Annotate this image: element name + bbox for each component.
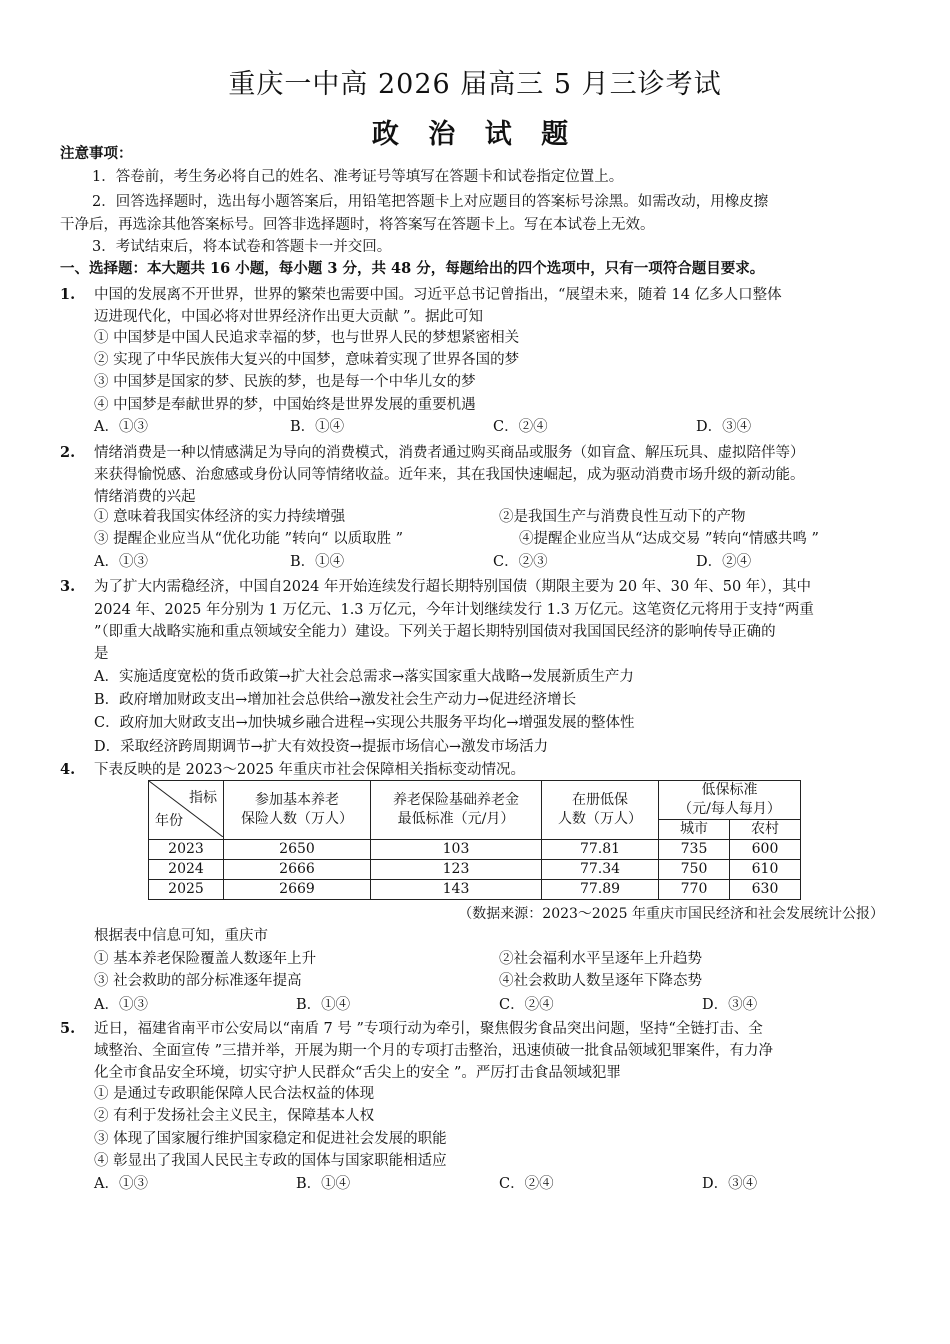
statement-item: ③ 提醒企业应当从“优化功能 ”转向“ 以质取胜 ” — [94, 531, 404, 547]
table-corner-cell — [149, 781, 224, 840]
answer-option-a: A．①③ — [94, 1176, 148, 1192]
exam-subject: 政 治 试 题 — [371, 119, 579, 150]
statement-item: ② 有利于发扬社会主义民主，保障基本人权 — [94, 1108, 375, 1124]
answer-option-d: D．③④ — [696, 419, 752, 435]
table-subheader: 农村 — [730, 820, 801, 840]
table-cell: 103 — [371, 840, 542, 860]
table-cell: 123 — [371, 860, 542, 880]
statement-item: ③ 社会救助的部分标准逐年提高 — [94, 973, 302, 989]
question-stem: ”（即重大战略实施和重点领域安全能力）建设。下列关于超长期特别国债对我国国民经济的影响传导正确的 — [94, 624, 776, 640]
statement-item: ③ 中国梦是国家的梦、民族的梦，也是每一个中华儿女的梦 — [94, 374, 476, 390]
header-line: 在册低保 — [572, 792, 628, 808]
table-header — [542, 781, 659, 840]
answer-option-c: C．政府加大财政支出→加快城乡融合进程→实现公共服务平均化→增强发展的整体性 — [94, 715, 635, 731]
table-row — [149, 840, 801, 860]
answer-option-c: C．②④ — [499, 997, 554, 1013]
answer-option-c: C．②④ — [493, 419, 548, 435]
header-line: （元/每人每月） — [678, 801, 781, 817]
table-header — [659, 781, 801, 820]
header-line: 养老保险基础养老金 — [393, 792, 519, 808]
statement-item: ① 是通过专政职能保障人民合法权益的体现 — [94, 1086, 375, 1102]
header-line: 最低标准（元/月） — [397, 811, 515, 827]
question-number: 1. — [60, 286, 76, 303]
answer-option-d: D．③④ — [702, 1176, 758, 1192]
table-corner-bottom: 年份 — [155, 813, 183, 829]
table-cell: 77.89 — [542, 880, 659, 900]
answer-option-b: B．①④ — [290, 554, 345, 570]
header-line: 人数（万人） — [558, 811, 642, 827]
table-cell: 630 — [730, 880, 801, 900]
header-line: 保险人数（万人） — [241, 811, 353, 827]
table-header — [371, 781, 542, 840]
table-row — [149, 860, 801, 880]
statement-item: ④ 彰显出了我国人民民主专政的国体与国家职能相适应 — [94, 1153, 447, 1169]
answer-option-a: A．①③ — [94, 419, 148, 435]
statement-item: ③ 体现了国家履行维护国家稳定和促进社会发展的职能 — [94, 1131, 447, 1147]
statement-item: ②是我国生产与消费良性互动下的产物 — [499, 509, 746, 525]
question-number: 3. — [60, 578, 76, 595]
table-corner-top: 指标 — [189, 790, 217, 806]
statement-item: ② 实现了中华民族伟大复兴的中国梦，意味着实现了世界各国的梦 — [94, 352, 520, 368]
table-cell: 77.81 — [542, 840, 659, 860]
header-line: 参加基本养老 — [255, 792, 339, 808]
table-cell: 610 — [730, 860, 801, 880]
answer-option-b: B．①④ — [296, 997, 351, 1013]
statement-item: ① 意味着我国实体经济的实力持续增强 — [94, 509, 346, 525]
answer-option-d: D．采取经济跨周期调节→扩大有效投资→提振市场信心→激发市场活力 — [94, 739, 549, 755]
question-stem: 为了扩大内需稳经济，中国自2024 年开始连续发行超长期特别国债（期限主要为 20 年、30 年、50 年），其中 — [94, 579, 812, 595]
answer-option-d: D．③④ — [702, 997, 758, 1013]
answer-option-b: B．政府增加财政支出→增加社会总供给→激发社会生产动力→促进经济增长 — [94, 692, 577, 708]
question-stem: 化全市食品安全环境，切实守护人民群众“舌尖上的安全 ”。严厉打击食品领域犯罪 — [94, 1065, 621, 1081]
question-number: 5. — [60, 1020, 76, 1037]
question-stem: 情绪消费是一种以情感满足为导向的消费模式，消费者通过购买商品或服务（如盲盒、解压玩具、虚拟陪伴等） — [94, 445, 805, 461]
question-stem: 下表反映的是 2023～2025 年重庆市社会保障相关指标变动情况。 — [94, 762, 526, 778]
question-stem: 是 — [94, 646, 109, 662]
question-stem: 迈进现代化，中国必将对世界经济作出更大贡献 ”。据此可知 — [94, 309, 484, 325]
table-cell: 77.34 — [542, 860, 659, 880]
table-cell: 770 — [659, 880, 730, 900]
table-cell: 2650 — [224, 840, 371, 860]
table-cell: 735 — [659, 840, 730, 860]
answer-option-c: C．②③ — [493, 554, 548, 570]
question-stem: 域整治、全面宣传 ”三措并举，开展为期一个月的专项打击整治，迅速侦破一批食品领域犯罪案件，有力净 — [94, 1043, 774, 1059]
question-stem: 来获得愉悦感、治愈感或身份认同等情绪收益。近年来，其在我国快速崛起，成为驱动消费市场升级的新动能。 — [94, 467, 805, 483]
table-cell: 2666 — [224, 860, 371, 880]
table-cell: 2669 — [224, 880, 371, 900]
answer-option-b: B．①④ — [290, 419, 345, 435]
table-header — [224, 781, 371, 840]
question-number: 2. — [60, 444, 76, 461]
answer-option-b: B．①④ — [296, 1176, 351, 1192]
exam-title: 重庆一中高 2026 届高三 5 月三诊考试 — [228, 69, 722, 100]
question-number: 4. — [60, 761, 76, 778]
question-stem: 中国的发展离不开世界，世界的繁荣也需要中国。习近平总书记曾指出，“展望未来，随着 14 亿多人口整体 — [94, 287, 782, 303]
table-subheader: 城市 — [659, 820, 730, 840]
table-cell: 600 — [730, 840, 801, 860]
statement-item: ① 基本养老保险覆盖人数逐年上升 — [94, 951, 317, 967]
question-stem: 根据表中信息可知，重庆市 — [94, 928, 268, 944]
answer-option-c: C．②④ — [499, 1176, 554, 1192]
notice-item: 1．答卷前，考生务必将自己的姓名、准考证号等填写在答题卡和试卷指定位置上。 — [92, 169, 624, 185]
table-cell: 2025 — [149, 880, 224, 900]
statement-item: ① 中国梦是中国人民追求幸福的梦，也与世界人民的梦想紧密相关 — [94, 330, 520, 346]
question-stem: 情绪消费的兴起 — [94, 489, 196, 505]
statement-item: ②社会福利水平呈逐年上升趋势 — [499, 951, 702, 967]
notice-heading: 注意事项： — [60, 145, 133, 162]
answer-option-a: A．实施适度宽松的货币政策→扩大社会总需求→落实国家重大战略→发展新质生产力 — [94, 669, 634, 685]
table-cell: 2023 — [149, 840, 224, 860]
answer-option-a: A．①③ — [94, 997, 148, 1013]
question-stem: 2024 年、2025 年分别为 1 万亿元、1.3 万亿元，今年计划继续发行 1.3 万亿元。这笔资亿元将用于支持“两重 — [94, 602, 814, 618]
notice-item: 3．考试结束后，将本试卷和答题卡一并交回。 — [92, 239, 392, 255]
answer-option-d: D．②④ — [696, 554, 752, 570]
statement-item: ④提醒企业应当从“达成交易 ”转向“情感共鸣 ” — [519, 531, 819, 547]
answer-option-a: A．①③ — [94, 554, 148, 570]
section-heading: 一、选择题：本大题共 16 小题，每小题 3 分，共 48 分，每题给出的四个选项中，只有一项符合题目要求。 — [60, 260, 765, 277]
statement-item: ④ 中国梦是奉献世界的梦，中国始终是世界发展的重要机遇 — [94, 397, 476, 413]
table-cell: 750 — [659, 860, 730, 880]
social-security-table — [148, 780, 801, 900]
statement-item: ④社会救助人数呈逐年下降态势 — [499, 973, 702, 989]
notice-item: 干净后，再选涂其他答案标号。回答非选择题时，将答案写在答题卡上。写在本试卷上无效。 — [60, 217, 655, 233]
notice-item: 2．回答选择题时，选出每小题答案后，用铅笔把答题卡上对应题目的答案标号涂黑。如需改动，用橡皮擦 — [92, 194, 769, 210]
table-cell: 2024 — [149, 860, 224, 880]
table-cell: 143 — [371, 880, 542, 900]
table-source-note: （数据来源：2023～2025 年重庆市国民经济和社会发展统计公报） — [458, 906, 884, 922]
header-line: 低保标准 — [701, 782, 758, 798]
table-row — [149, 880, 801, 900]
question-stem: 近日，福建省南平市公安局以“南盾 7 号 ”专项行动为牵引，聚焦假劣食品突出问题，坚持“全链打击、全 — [94, 1021, 763, 1037]
